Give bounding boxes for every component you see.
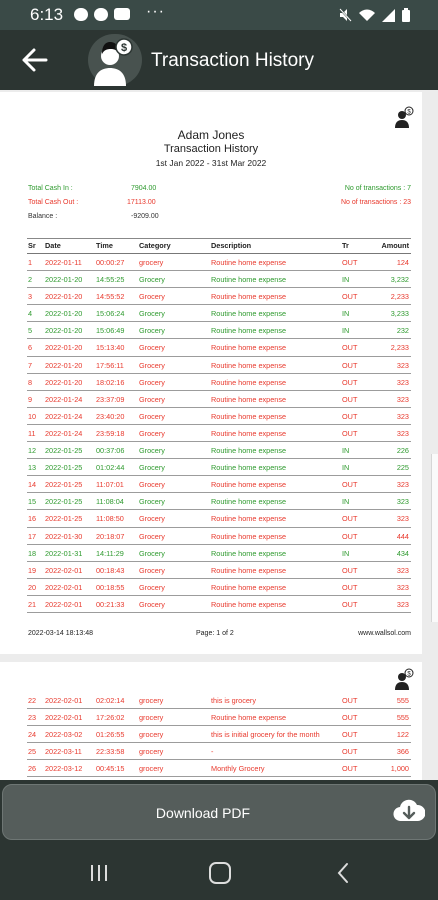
pdf-page-1	[0, 92, 422, 654]
download-pdf-label: Download PDF	[155, 805, 251, 821]
cell-amount: 434	[396, 548, 409, 558]
cell-description: Routine home expense	[211, 514, 287, 524]
cell-tr: OUT	[342, 531, 358, 541]
cell-category: Grocery	[139, 428, 165, 438]
cell-category: Grocery	[139, 548, 165, 558]
cell-sr: 21	[28, 599, 37, 609]
total-cash-in-label: Total Cash In :	[28, 185, 73, 192]
cell-sr: 8	[28, 377, 33, 387]
cell-date: 2022-01-24	[45, 428, 83, 438]
cell-amount: 323	[396, 582, 409, 592]
cell-amount: 366	[396, 747, 409, 757]
cell-amount: 323	[396, 480, 409, 490]
cell-time: 11:08:04	[96, 497, 124, 507]
cell-description: Routine home expense	[211, 428, 287, 438]
cell-date: 2022-01-24	[45, 411, 83, 421]
cell-sr: 20	[28, 582, 37, 592]
cell-description: Routine home expense	[211, 292, 287, 302]
cell-tr: OUT	[342, 411, 358, 421]
cell-amount: 232	[396, 326, 409, 336]
cell-amount: 2,233	[390, 292, 409, 302]
table-row	[27, 726, 411, 743]
cell-amount: 124	[396, 258, 409, 267]
cell-sr: 6	[28, 343, 33, 353]
table-row	[27, 459, 411, 476]
more-notifications-icon: ···	[146, 3, 165, 20]
cell-time: 23:40:20	[96, 411, 125, 421]
page-indicator: Page: 1 of 2	[196, 630, 234, 637]
cell-description: Routine home expense	[211, 394, 287, 404]
wifi-icon	[359, 9, 375, 22]
cell-amount: 555	[396, 713, 409, 723]
cell-date: 2022-03-02	[45, 730, 83, 740]
cell-category: Grocery	[139, 292, 165, 302]
cell-time: 14:55:25	[96, 275, 125, 285]
status-time: 6:13	[30, 5, 64, 24]
total-cash-in-value: 7904.00	[131, 185, 157, 192]
cell-category: grocery	[139, 764, 164, 774]
table-row	[27, 760, 411, 777]
messages-icon	[74, 8, 88, 21]
cell-sr: 3	[28, 292, 33, 302]
column-header-sr: Sr	[28, 241, 36, 250]
cell-date: 2022-02-01	[45, 599, 83, 609]
cell-date: 2022-01-24	[45, 394, 83, 404]
cell-amount: 555	[396, 696, 409, 705]
table-row	[27, 476, 411, 493]
cell-time: 17:56:11	[96, 360, 124, 370]
table-row	[27, 528, 411, 545]
cell-date: 2022-01-25	[45, 463, 83, 473]
cell-amount: 226	[396, 446, 409, 456]
cell-amount: 323	[396, 428, 409, 438]
cell-description: Routine home expense	[211, 463, 287, 473]
cell-date: 2022-01-30	[45, 531, 83, 541]
cell-description: Routine home expense	[211, 377, 287, 387]
cell-category: grocery	[139, 713, 164, 723]
cell-sr: 14	[28, 480, 37, 490]
back-icon[interactable]	[329, 858, 359, 888]
cell-date: 2022-01-20	[45, 292, 83, 302]
cell-tr: OUT	[342, 565, 358, 575]
cell-sr: 22	[28, 696, 37, 705]
cell-date: 2022-01-25	[45, 497, 83, 507]
cell-tr: OUT	[342, 764, 358, 774]
cell-amount: 444	[396, 531, 409, 541]
cell-sr: 5	[28, 326, 33, 336]
cell-amount: 323	[396, 394, 409, 404]
pdf-preview[interactable]	[0, 90, 438, 780]
cell-tr: OUT	[342, 582, 358, 592]
table-body	[27, 254, 411, 613]
cell-amount: 323	[396, 360, 409, 370]
system-icons	[339, 8, 410, 22]
cell-category: grocery	[139, 258, 164, 267]
status-bar	[0, 0, 438, 30]
cell-sr: 24	[28, 730, 37, 740]
table-row	[27, 442, 411, 459]
cell-sr: 16	[28, 514, 37, 524]
cell-time: 18:02:16	[96, 377, 125, 387]
cell-tr: OUT	[342, 514, 358, 524]
cell-tr: IN	[342, 548, 350, 558]
cell-tr: OUT	[342, 292, 358, 302]
cell-description: Routine home expense	[211, 446, 287, 456]
column-header-tr: Tr	[342, 241, 349, 250]
cell-description: Routine home expense	[211, 497, 287, 507]
total-cash-out-value: 17113.00	[127, 199, 156, 206]
cell-date: 2022-01-20	[45, 360, 83, 370]
notification-icons	[74, 8, 130, 21]
cell-sr: 12	[28, 446, 37, 456]
cell-amount: 323	[396, 514, 409, 524]
total-cash-out-label: Total Cash Out :	[28, 199, 79, 206]
cell-category: Grocery	[139, 309, 165, 319]
cell-sr: 25	[28, 747, 37, 757]
table-row	[27, 562, 411, 579]
cell-tr: OUT	[342, 258, 358, 267]
cell-category: Grocery	[139, 531, 165, 541]
cell-sr: 10	[28, 411, 37, 421]
cell-amount: 1,000	[390, 764, 409, 774]
back-arrow-icon[interactable]	[18, 44, 52, 76]
cell-description: Routine home expense	[211, 360, 287, 370]
cell-time: 00:21:33	[96, 599, 125, 609]
balance-value: -9209.00	[131, 213, 159, 220]
cell-category: Grocery	[139, 565, 165, 575]
cell-time: 00:00:27	[96, 258, 125, 267]
cell-time: 15:06:24	[96, 309, 125, 319]
cell-time: 01:26:55	[96, 730, 125, 740]
cell-tr: OUT	[342, 730, 358, 740]
cell-time: 23:59:18	[96, 428, 125, 438]
cell-time: 01:02:44	[96, 463, 125, 473]
signal-icon	[382, 9, 395, 22]
cell-tr: OUT	[342, 428, 358, 438]
cell-description: Routine home expense	[211, 343, 287, 353]
table-row	[27, 709, 411, 726]
chat-icon	[94, 8, 108, 21]
user-dollar-logo-icon	[393, 106, 415, 128]
cell-category: Grocery	[139, 463, 165, 473]
column-header-date: Date	[45, 241, 61, 250]
table-row	[27, 408, 411, 425]
cell-amount: 323	[396, 565, 409, 575]
cell-description: Routine home expense	[211, 531, 287, 541]
cell-date: 2022-01-25	[45, 514, 83, 524]
cell-time: 20:18:07	[96, 531, 125, 541]
in-transaction-count: No of transactions : 7	[344, 185, 411, 192]
cell-description: Routine home expense	[211, 309, 287, 319]
table-row	[27, 339, 411, 356]
table-row	[27, 743, 411, 760]
cell-description: Routine home expense	[211, 565, 287, 575]
out-transaction-count: No of transactions : 23	[340, 199, 411, 206]
cell-category: Grocery	[139, 446, 165, 456]
cell-date: 2022-01-20	[45, 377, 83, 387]
cell-amount: 323	[396, 497, 409, 507]
cell-category: Grocery	[139, 343, 165, 353]
user-money-avatar	[88, 34, 142, 86]
cell-time: 17:26:02	[96, 713, 125, 723]
table-row	[27, 579, 411, 596]
cell-date: 2022-01-20	[45, 343, 83, 353]
battery-icon	[402, 8, 410, 22]
cell-category: grocery	[139, 747, 164, 757]
cell-tr: IN	[342, 326, 350, 336]
cell-description: Routine home expense	[211, 599, 287, 609]
cell-sr: 9	[28, 394, 33, 404]
cell-tr: OUT	[342, 394, 358, 404]
user-dollar-icon	[88, 34, 142, 86]
cell-tr: IN	[342, 309, 350, 319]
table-row	[27, 288, 411, 305]
cell-date: 2022-02-01	[45, 582, 83, 592]
cell-category: Grocery	[139, 582, 165, 592]
pdf-page-2	[0, 662, 422, 780]
cell-time: 14:55:52	[96, 292, 125, 302]
table-row	[27, 391, 411, 408]
cell-date: 2022-01-20	[45, 326, 83, 336]
recent-apps-icon[interactable]	[84, 858, 114, 888]
cell-tr: OUT	[342, 696, 358, 705]
cell-date: 2022-01-31	[45, 548, 83, 558]
table-row	[27, 493, 411, 510]
table-row	[27, 374, 411, 391]
cell-time: 11:08:50	[96, 514, 124, 524]
table-row	[27, 357, 411, 374]
cell-amount: 3,232	[390, 275, 409, 285]
cell-description: Routine home expense	[211, 548, 287, 558]
cell-date: 2022-01-20	[45, 275, 83, 285]
cell-tr: IN	[342, 463, 350, 473]
cell-category: Grocery	[139, 497, 165, 507]
cell-category: Grocery	[139, 394, 165, 404]
home-icon[interactable]	[205, 858, 235, 888]
cell-tr: IN	[342, 446, 350, 456]
cell-category: Grocery	[139, 514, 165, 524]
cell-time: 02:02:14	[96, 696, 125, 705]
download-pdf-button[interactable]	[2, 784, 436, 840]
cell-description: Routine home expense	[211, 582, 287, 592]
cell-description: Routine home expense	[211, 275, 287, 285]
cell-date: 2022-01-20	[45, 309, 83, 319]
cloud-download-icon	[393, 799, 425, 825]
cell-description: Monthly Grocery	[211, 764, 265, 774]
cell-time: 15:13:40	[96, 343, 125, 353]
cell-category: Grocery	[139, 275, 165, 285]
transactions-table-page-2	[27, 692, 411, 777]
column-header-description: Description	[211, 241, 252, 250]
report-period: 1st Jan 2022 - 31st Mar 2022	[155, 158, 267, 168]
cell-sr: 26	[28, 764, 37, 774]
cell-category: Grocery	[139, 599, 165, 609]
cell-description: this is initial grocery for the month	[211, 730, 320, 740]
youtube-icon	[114, 8, 130, 20]
table-row	[27, 305, 411, 322]
cell-category: Grocery	[139, 326, 165, 336]
cell-amount: 323	[396, 599, 409, 609]
cell-sr: 4	[28, 309, 33, 319]
cell-time: 00:45:15	[96, 764, 125, 774]
cell-time: 14:11:29	[96, 548, 124, 558]
cell-description: -	[211, 747, 214, 757]
cell-category: Grocery	[139, 377, 165, 387]
cell-date: 2022-03-12	[45, 764, 83, 774]
app-bar	[0, 30, 438, 90]
table-row	[27, 254, 411, 271]
table-row	[27, 510, 411, 527]
mute-icon	[339, 8, 352, 22]
cell-tr: IN	[342, 275, 350, 285]
cell-category: grocery	[139, 730, 164, 740]
table-row	[27, 596, 411, 613]
cell-amount: 122	[396, 730, 409, 740]
cell-sr: 1	[28, 258, 33, 267]
cell-date: 2022-02-01	[45, 713, 83, 723]
table-row	[27, 322, 411, 339]
table-body	[27, 692, 411, 777]
cell-tr: OUT	[342, 377, 358, 387]
column-header-time: Time	[96, 241, 113, 250]
column-header-category: Category	[139, 241, 171, 250]
cell-sr: 18	[28, 548, 37, 558]
cell-sr: 2	[28, 275, 33, 285]
cell-time: 00:18:43	[96, 565, 125, 575]
table-row	[27, 425, 411, 442]
cell-date: 2022-02-01	[45, 696, 83, 705]
report-owner-name: Adam Jones	[177, 128, 245, 142]
balance-label: Balance :	[28, 213, 58, 220]
report-title: Transaction History	[163, 143, 259, 155]
cell-time: 00:18:55	[96, 582, 125, 592]
cell-category: grocery	[139, 696, 164, 705]
svg-text:$: $	[120, 42, 128, 54]
column-header-amount: Amount	[381, 241, 409, 250]
cell-tr: OUT	[342, 343, 358, 353]
generated-timestamp: 2022-03-14 18:13:48	[28, 630, 93, 637]
user-dollar-logo-icon	[393, 668, 415, 690]
cell-amount: 3,233	[390, 309, 409, 319]
table-header	[27, 238, 411, 254]
cell-category: Grocery	[139, 411, 165, 421]
system-navigation-bar	[0, 846, 438, 900]
cell-sr: 13	[28, 463, 37, 473]
svg-text:$: $	[407, 109, 411, 116]
website-link: www.wallsol.com	[358, 630, 411, 637]
cell-date: 2022-01-25	[45, 480, 83, 490]
cell-description: Routine home expense	[211, 326, 287, 336]
cell-description: Routine home expense	[211, 480, 287, 490]
cell-amount: 323	[396, 411, 409, 421]
cell-amount: 2,233	[390, 343, 409, 353]
transactions-table-page-1	[27, 238, 411, 613]
cell-date: 2022-01-25	[45, 446, 83, 456]
cell-sr: 17	[28, 531, 37, 541]
table-row	[27, 545, 411, 562]
cell-description: this is grocery	[211, 696, 257, 705]
cell-tr: OUT	[342, 480, 358, 490]
cell-description: Routine home expense	[211, 411, 287, 421]
cell-sr: 11	[28, 428, 36, 438]
cell-category: Grocery	[139, 480, 165, 490]
cell-description: Routine home expense	[211, 258, 287, 267]
table-row	[27, 692, 411, 709]
cell-amount: 323	[396, 377, 409, 387]
cell-time: 15:06:49	[96, 326, 125, 336]
cell-time: 22:33:58	[96, 747, 125, 757]
cell-sr: 15	[28, 497, 37, 507]
table-row	[27, 271, 411, 288]
cell-time: 23:37:09	[96, 394, 125, 404]
cell-tr: OUT	[342, 747, 358, 757]
cell-tr: OUT	[342, 713, 358, 723]
cell-amount: 225	[396, 463, 409, 473]
cell-date: 2022-01-11	[45, 258, 82, 267]
svg-text:$: $	[407, 671, 411, 678]
cell-time: 11:07:01	[96, 480, 124, 490]
cell-tr: OUT	[342, 360, 358, 370]
cell-date: 2022-03-11	[45, 747, 82, 757]
page-title: Transaction History	[151, 50, 314, 71]
cell-date: 2022-02-01	[45, 565, 83, 575]
bottom-action-panel	[0, 780, 438, 846]
page-scroll-handle[interactable]	[431, 454, 438, 622]
cell-time: 00:37:06	[96, 446, 125, 456]
cell-tr: OUT	[342, 599, 358, 609]
cell-sr: 23	[28, 713, 37, 723]
cell-sr: 19	[28, 565, 37, 575]
cell-category: Grocery	[139, 360, 165, 370]
cell-description: Routine home expense	[211, 713, 287, 723]
cell-sr: 7	[28, 360, 33, 370]
cell-tr: IN	[342, 497, 350, 507]
